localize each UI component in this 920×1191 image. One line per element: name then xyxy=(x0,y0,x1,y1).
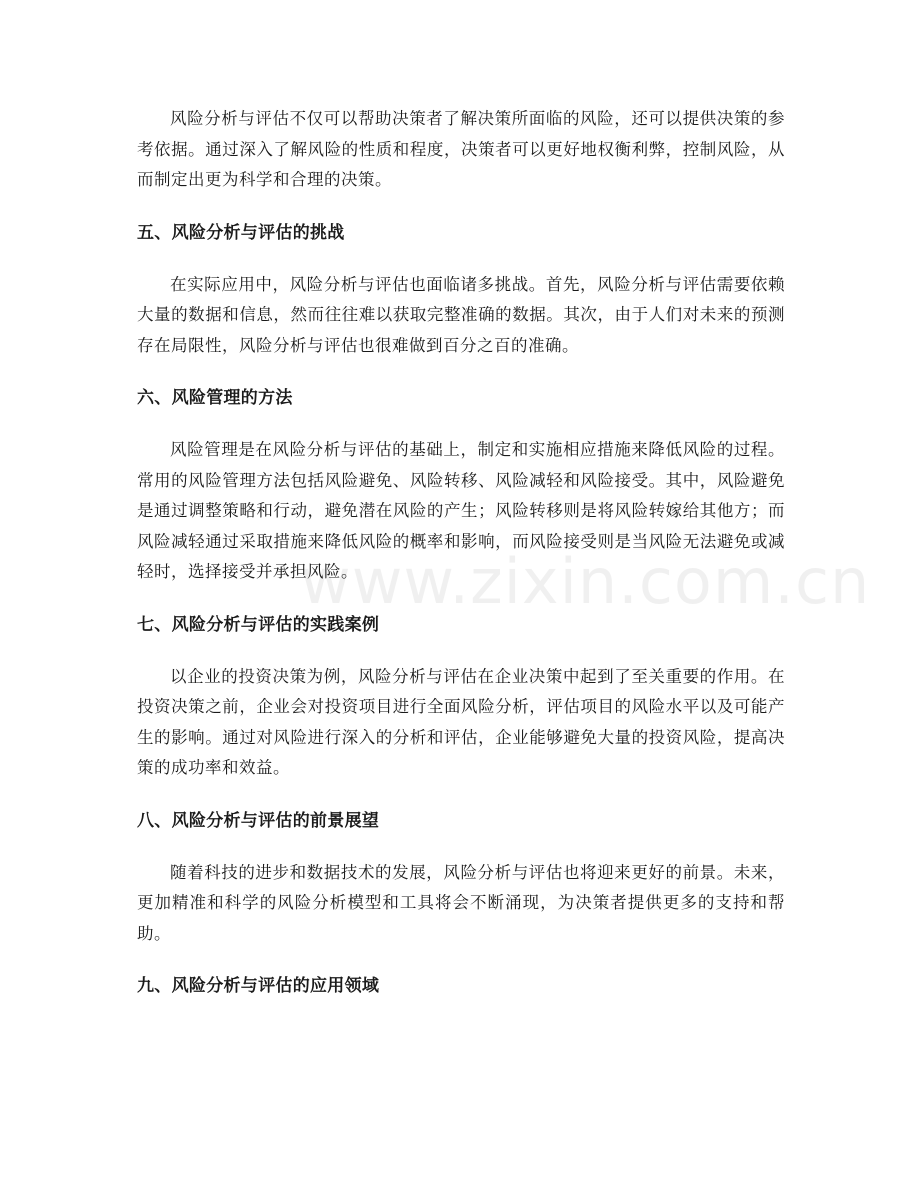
heading-risk-management-methods: 六、风险管理的方法 xyxy=(137,388,293,408)
heading-outlook: 八、风险分析与评估的前景展望 xyxy=(137,810,380,831)
watermark-text: www.zixin.com.cn xyxy=(300,545,871,618)
paragraph-risk-management-methods: 风险管理是在风险分析与评估的基础上，制定和实施相应措施来降低风险的过程。常用的风险管理方法包括风险避免、风险转移、风险减轻和风险接受。其中，风险避免是通过调整策略和行动，避免潜在风险的产生；风险转移则是将风险转嫁给其他方；而风险减轻通过采取措施来降低风险的概率和影响，而风险接受则是当风险无法避免或减轻时，选择接受并承担风险。 xyxy=(137,440,785,581)
paragraph-practice-case: 以企业的投资决策为例，风险分析与评估在企业决策中起到了至关重要的作用。在投资决策之前，企业会对投资项目进行全面风险分析，评估项目的风险水平以及可能产生的影响。通过对风险进行深入的分析和评估，企业能够避免大量的投资风险，提高决策的成功率和效益。 xyxy=(137,666,785,777)
heading-challenges: 五、风险分析与评估的挑战 xyxy=(137,222,345,243)
paragraph-challenges: 在实际应用中，风险分析与评估也面临诸多挑战。首先，风险分析与评估需要依赖大量的数据和信息，然而往往难以获取完整准确的数据。其次，由于人们对未来的预测存在局限性，风险分析与评估也很难做到百分之百的准确。 xyxy=(137,274,785,355)
heading-practice-case: 七、风险分析与评估的实践案例 xyxy=(137,614,380,635)
heading-application-fields: 九、风险分析与评估的应用领域 xyxy=(137,976,380,996)
paragraph-decision-support: 风险分析与评估不仅可以帮助决策者了解决策所面临的风险，还可以提供决策的参考依据。通过深入了解风险的性质和程度，决策者可以更好地权衡利弊，控制风险，从而制定出更为科学和合理的决策。 xyxy=(137,109,785,189)
paragraph-outlook: 随着科技的进步和数据技术的发展，风险分析与评估也将迎来更好的前景。未来，更加精准和科学的风险分析模型和工具将会不断涌现，为决策者提供更多的支持和帮助。 xyxy=(137,862,785,943)
document-body xyxy=(137,104,785,1001)
